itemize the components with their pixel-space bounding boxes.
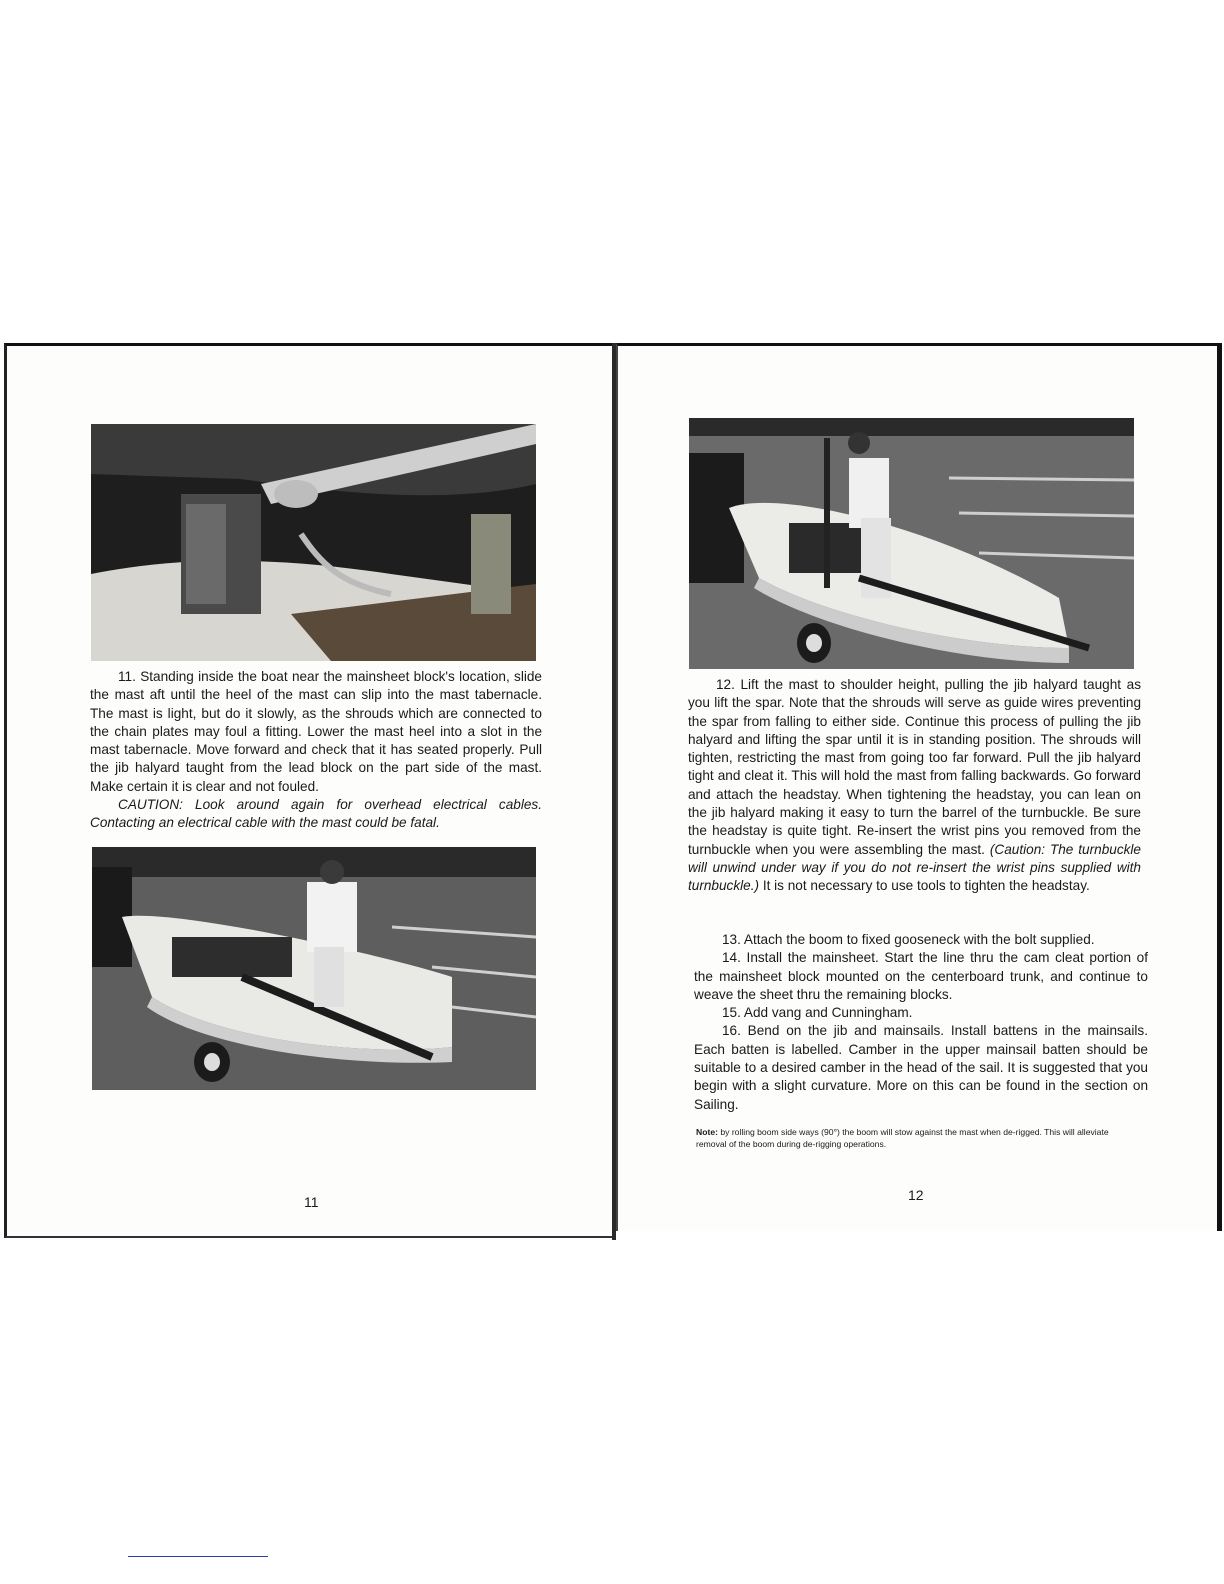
step-12-paragraph <box>688 676 1141 896</box>
step-12-text <box>688 676 1141 896</box>
boom-stow-note <box>696 1126 1126 1150</box>
step-16-paragraph: 16. Bend on the jib and mainsails. Install battens in the mainsails. Each batten is labelled. Camber in the upper mainsail batten should be suitable to a desired camber in the head of the sail. It is suggested that you begin with a slight curvature. More on this can be found in the section on Sailing. <box>694 1023 1148 1112</box>
step-11-paragraph: 11. Standing inside the boat near the mainsheet block's location, slide the mast aft until the heel of the mast can slip into the mast tabernacle. The mast is light, but do it slowly, as the shrouds which are connected to the chain plates may foul a fitting. Lower the mast heel into a slot in the mast tabernacle. Move forward and check that it has seated properly. Pull the jib halyard taught from the lead block on the part side of the mast. Make certain it is clear and not fouled. <box>90 669 542 794</box>
note-label: Note: <box>696 1127 718 1137</box>
photo-sliding-mast-aft <box>92 847 536 1090</box>
step-14-paragraph: 14. Install the mainsheet. Start the line thru the cam cleat portion of the mainsheet block mounted on the centerboard trunk, and continue to weave the sheet thru the remaining blocks. <box>694 950 1148 1002</box>
scan-artifact-line <box>128 1556 268 1557</box>
step-12-main: 12. Lift the mast to shoulder height, pulling the jib halyard taught as you lift the spar. Note that the shrouds will serve as guide wires preventing the spar from falling to either side. Continue this process of pulling the jib halyard and lifting the spar until it is in standing position. The shrouds will tighten, restricting the mast from going too far forward. Pull the jib halyard tight and cleat it. This will hold the mast from falling backwards. Go forward and attach the headstay. When tightening the headstay, you can lean on the jib halyard making it easy to turn the barrel of the turnbuckle. Be sure the headstay is quite tight. Re-insert the wrist pins you removed from the turnbuckle when you were assembling the mast. <box>688 677 1141 857</box>
step-12-end: It is not necessary to use tools to tighten the headstay. <box>762 878 1090 894</box>
step-13-paragraph: 13. Attach the boom to fixed gooseneck with the bolt supplied. <box>722 932 1095 947</box>
steps-13-16-text <box>694 931 1148 1114</box>
page-number-11: 11 <box>304 1194 319 1210</box>
caution-overhead-cables: CAUTION: Look around again for overhead electrical cables. Contacting an electrical cable with the mast could be fatal. <box>90 797 542 831</box>
page-number-12: 12 <box>908 1187 924 1203</box>
step-11-text <box>90 668 542 833</box>
step-15-paragraph: 15. Add vang and Cunningham. <box>722 1005 913 1021</box>
photo-mast-heel-closeup <box>91 424 536 661</box>
photo-lifting-mast <box>689 418 1134 669</box>
note-text: by rolling boom side ways (90°) the boom will stow against the mast when de-rigged. This will alleviate removal of the boom during de-rigging operations. <box>696 1127 1109 1149</box>
step-12-caution: (Caution: The turnbuckle will unwind under way if you do not re-insert the wrist pins supplied with turnbuckle.) <box>688 841 1141 894</box>
